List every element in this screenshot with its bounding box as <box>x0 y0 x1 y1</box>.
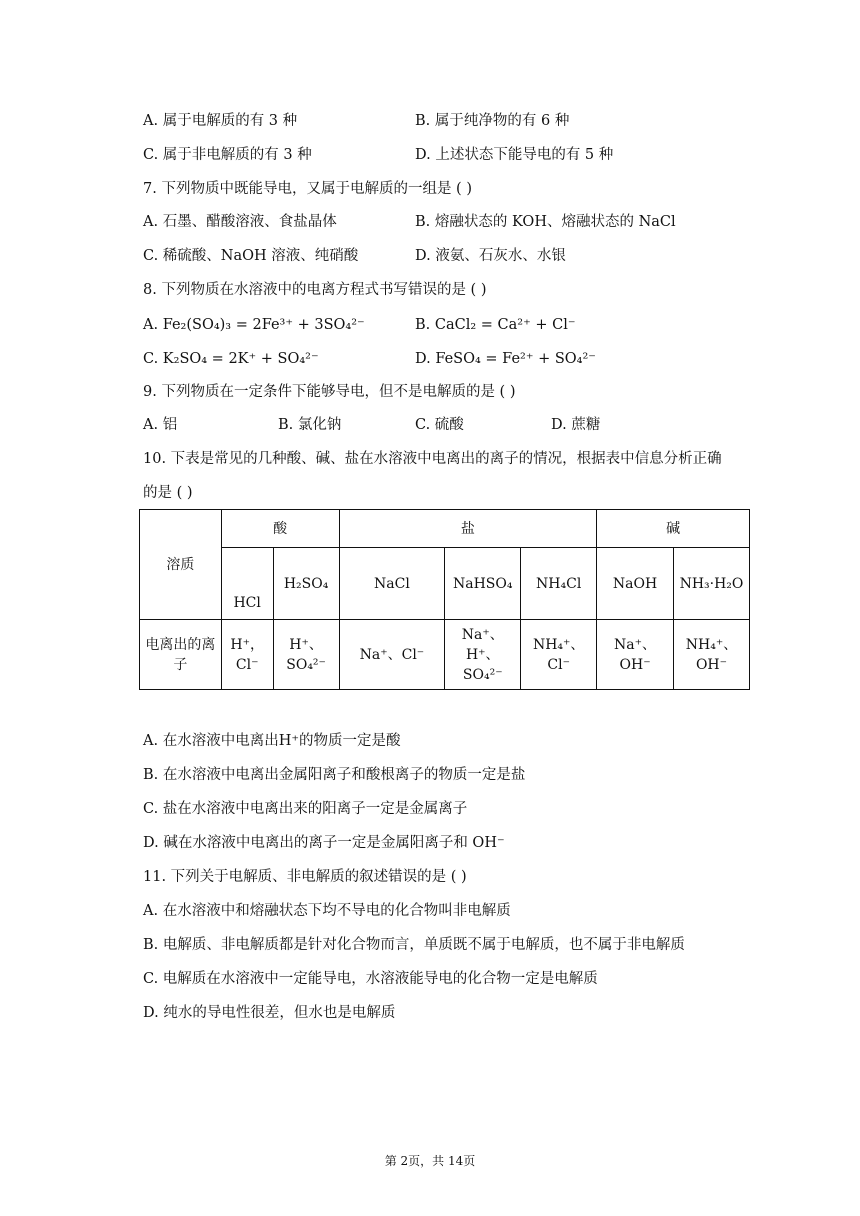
q7-option-d: D. 液氨、石灰水、水银 <box>415 248 566 264</box>
q7-stem: 7. 下列物质中既能导电，又属于电解质的一组是 ( ) <box>143 181 472 197</box>
q10-option-a: A. 在水溶液中电离出H⁺的物质一定是酸 <box>143 733 401 749</box>
page-footer: 第 2页，共 14页 <box>384 1154 476 1168</box>
q9-option-b: B. 氯化钠 <box>278 417 342 433</box>
q7-option-c: C. 稀硫酸、NaOH 溶液、纯硝酸 <box>143 248 359 264</box>
header-solute: 溶质 <box>140 510 222 620</box>
solute-cell: H₂SO₄ <box>273 548 339 620</box>
q7-option-a: A. 石墨、醋酸溶液、食盐晶体 <box>143 214 337 230</box>
q11-option-d: D. 纯水的导电性很差，但水也是电解质 <box>143 1005 396 1021</box>
q9-option-c: C. 硫酸 <box>415 417 464 433</box>
ion-cell: NH₄⁺、Cl⁻ <box>521 620 597 690</box>
q7-option-b: B. 熔融状态的 KOH、熔融状态的 NaCl <box>415 214 676 230</box>
q8-option-c: C. K₂SO₄ = 2K⁺ + SO₄²⁻ <box>143 351 319 367</box>
solute-cell: NaHSO₄ <box>445 548 521 620</box>
q6-option-d: D. 上述状态下能导电的有 5 种 <box>415 147 614 163</box>
q10-stem-line1: 10. 下表是常见的几种酸、碱、盐在水溶液中电离出的离子的情况，根据表中信息分析正确 <box>143 451 722 467</box>
q11-option-a: A. 在水溶液中和熔融状态下均不导电的化合物叫非电解质 <box>143 903 511 919</box>
solute-cell: NH₄Cl <box>521 548 597 620</box>
q11-option-c: C. 电解质在水溶液中一定能导电，水溶液能导电的化合物一定是电解质 <box>143 971 598 987</box>
q10-option-b: B. 在水溶液中电离出金属阳离子和酸根离子的物质一定是盐 <box>143 767 526 783</box>
header-salt: 盐 <box>339 510 597 548</box>
ion-table <box>139 509 750 690</box>
q9-stem: 9. 下列物质在一定条件下能够导电，但不是电解质的是 ( ) <box>143 384 516 400</box>
solute-cell: HCl <box>221 548 273 620</box>
q6-option-a: A. 属于电解质的有 3 种 <box>143 113 298 129</box>
header-base: 碱 <box>597 510 750 548</box>
q10-option-c: C. 盐在水溶液中电离出来的阳离子一定是金属离子 <box>143 801 468 817</box>
header-acid: 酸 <box>221 510 339 548</box>
q10-option-d: D. 碱在水溶液中电离出的离子一定是金属阳离子和 OH⁻ <box>143 835 505 851</box>
q9-option-d: D. 蔗糖 <box>551 417 601 433</box>
q6-option-c: C. 属于非电解质的有 3 种 <box>143 147 312 163</box>
q8-option-d: D. FeSO₄ = Fe²⁺ + SO₄²⁻ <box>415 351 596 367</box>
q11-stem: 11. 下列关于电解质、非电解质的叙述错误的是 ( ) <box>143 869 467 885</box>
ion-cell: Na⁺、OH⁻ <box>597 620 674 690</box>
ion-cell: Na⁺、H⁺、SO₄²⁻ <box>445 620 521 690</box>
ion-cell: NH₄⁺、OH⁻ <box>673 620 749 690</box>
ion-cell: Na⁺、Cl⁻ <box>339 620 445 690</box>
q8-stem: 8. 下列物质在水溶液中的电离方程式书写错误的是 ( ) <box>143 282 487 298</box>
ion-cell: H⁺，Cl⁻ <box>221 620 273 690</box>
q8-option-a: A. Fe₂(SO₄)₃ = 2Fe³⁺ + 3SO₄²⁻ <box>143 317 365 333</box>
q6-option-b: B. 属于纯净物的有 6 种 <box>415 113 570 129</box>
q8-option-b: B. CaCl₂ = Ca²⁺ + Cl⁻ <box>415 317 576 333</box>
ion-cell: H⁺、SO₄²⁻ <box>273 620 339 690</box>
header-ions: 电离出的离子 <box>140 620 222 690</box>
q9-option-a: A. 铝 <box>143 417 178 433</box>
q10-stem-line2: 的是 ( ) <box>143 485 193 501</box>
solute-cell: NH₃·H₂O <box>673 548 749 620</box>
solute-cell: NaOH <box>597 548 674 620</box>
solute-cell: NaCl <box>339 548 445 620</box>
q11-option-b: B. 电解质、非电解质都是针对化合物而言，单质既不属于电解质，也不属于非电解质 <box>143 937 685 953</box>
